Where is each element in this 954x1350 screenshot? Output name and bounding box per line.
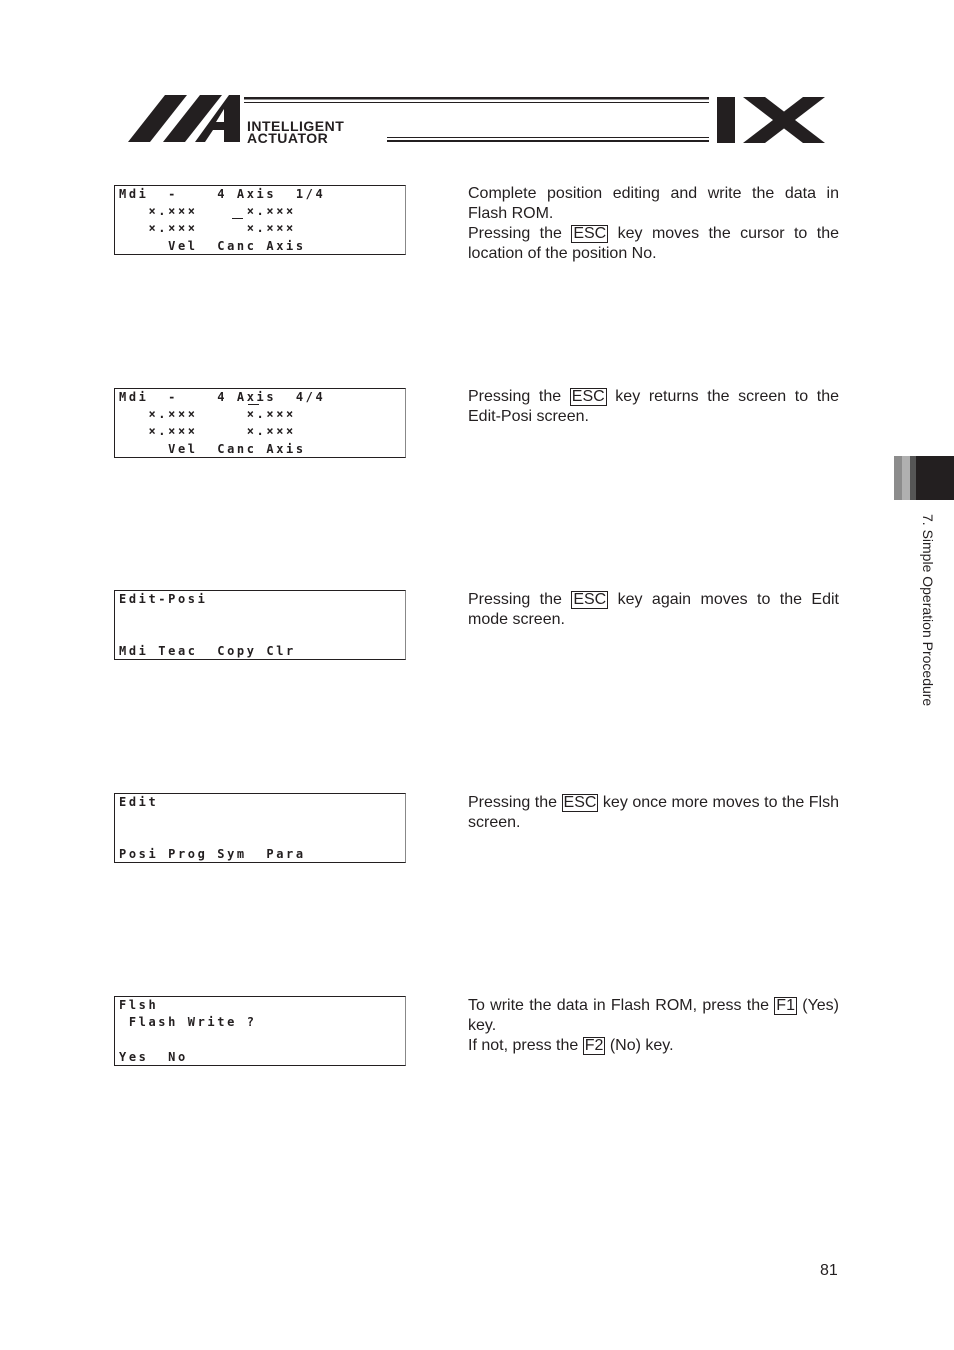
- description-paragraph: [468, 1036, 839, 1056]
- description-2: [468, 387, 839, 427]
- description-1: [468, 184, 839, 264]
- description-text: key moves the cursor to the location of the position No.: [468, 225, 839, 262]
- description-text: key again moves to the Edit mode screen.: [468, 591, 839, 628]
- description-paragraph: [468, 590, 839, 630]
- description-text: (No) key.: [605, 1037, 674, 1054]
- lcd-screen-4: [114, 793, 406, 863]
- lcd-screen-3: [114, 590, 406, 660]
- description-paragraph: [468, 996, 839, 1036]
- cursor-underline: [248, 404, 259, 405]
- description-text: key returns the screen to the Edit-Posi screen.: [468, 388, 840, 425]
- lcd-line: Edit: [119, 795, 159, 809]
- description-text: Pressing the: [468, 225, 572, 242]
- chapter-side-label: [918, 514, 938, 734]
- ia-logo-mark-icon: [125, 92, 830, 148]
- cursor-underline: [232, 218, 243, 219]
- lcd-line: Mdi Teac Copy Clr: [119, 644, 296, 658]
- description-paragraph: [468, 224, 839, 264]
- chapter-tab-mid: [902, 456, 910, 500]
- description-3: [468, 590, 839, 630]
- lcd-line: Edit-Posi: [119, 592, 208, 606]
- description-text: Complete position editing and write the data in Flash ROM.: [468, 185, 839, 222]
- chapter-tab-light: [894, 456, 902, 500]
- description-text: Pressing the: [468, 794, 562, 811]
- f1-key-label: F1: [776, 997, 795, 1014]
- description-text: (Yes) key.: [468, 997, 840, 1034]
- esc-key-label: ESC: [563, 794, 597, 811]
- lcd-line: ×.××× ×.×××: [119, 424, 296, 438]
- header-logo: [125, 92, 830, 148]
- f2-key-label: F2: [584, 1037, 604, 1054]
- lcd-line: Vel Canc Axis: [119, 239, 306, 253]
- logo-text-actuator: ACTUATOR: [247, 130, 329, 146]
- chapter-side-label-text: 7. Simple Operation Procedure: [920, 514, 936, 707]
- lcd-line: Flash Write ?: [119, 1015, 257, 1029]
- lcd-screen-2: [114, 388, 406, 458]
- lcd-line: Vel Canc Axis: [119, 442, 306, 456]
- lcd-line: ×.××× ×.×××: [119, 221, 296, 235]
- description-paragraph: [468, 793, 839, 833]
- lcd-screen-5: [114, 996, 406, 1066]
- chapter-tab-dark: [916, 456, 954, 500]
- description-text: key once more moves to the Flsh screen.: [468, 794, 839, 831]
- lcd-line: Mdi - 4 Axis 4/4: [119, 390, 326, 404]
- esc-key-label: ESC: [573, 591, 607, 608]
- esc-key-label: ESC: [573, 225, 607, 242]
- logo-text-intelligent: INTELLIGENT: [247, 118, 345, 134]
- lcd-line: Flsh: [119, 998, 159, 1012]
- description-text: To write the data in Flash ROM, press the: [468, 997, 775, 1014]
- description-paragraph: [468, 184, 839, 224]
- description-paragraph: [468, 387, 839, 427]
- description-text: Pressing the: [468, 591, 572, 608]
- esc-key-label: ESC: [571, 388, 605, 405]
- lcd-line: Yes No: [119, 1050, 188, 1064]
- description-5: [468, 996, 839, 1056]
- lcd-screen-1: [114, 185, 406, 255]
- lcd-line: Mdi - 4 Axis 1/4: [119, 187, 326, 201]
- description-text: Pressing the: [468, 388, 570, 405]
- lcd-line: Posi Prog Sym Para: [119, 847, 306, 861]
- lcd-line: ×.××× ×.×××: [119, 204, 296, 218]
- lcd-line: ×.××× ×.×××: [119, 407, 296, 421]
- description-text: If not, press the: [468, 1037, 583, 1054]
- page-number: 81: [820, 1262, 838, 1279]
- description-4: [468, 793, 839, 833]
